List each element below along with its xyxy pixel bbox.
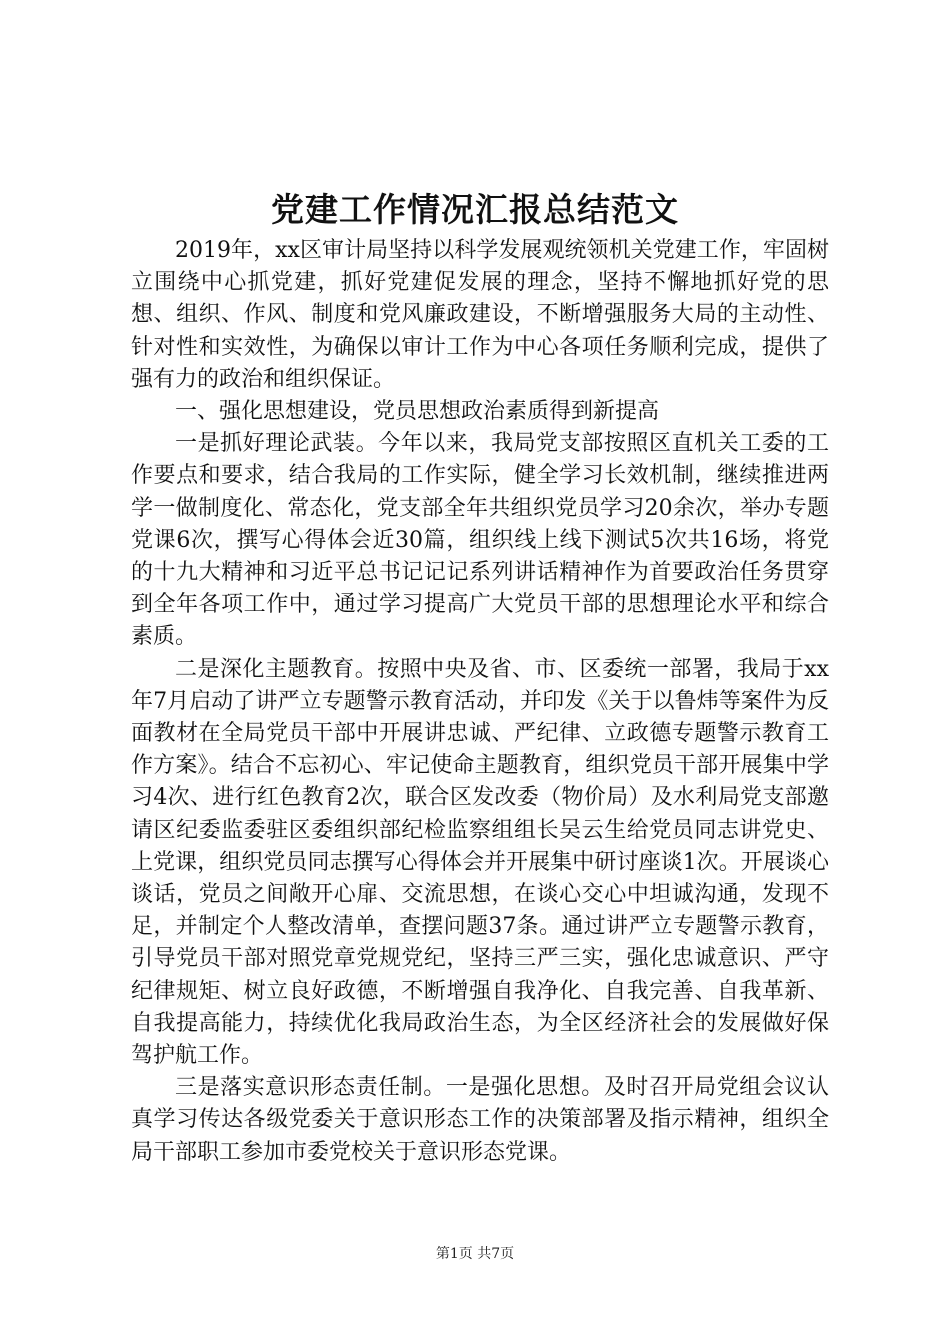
paragraph-education: 二是深化主题教育。按照中央及省、市、区委统一部署，我局于xx年7月启动了讲严立专题警示教育活动，并印发《关于以鲁炜等案件为反面教材在全局党员干部中开展讲忠诚、严纪律、立政德专题警示教育工作方案》。结合不忘初心、牢记使命主题教育，组织党员干部开展集中学习4次、进行红色教育2次，联合区发改委（物价局）及水利局党支部邀请区纪委监委驻区委组织部纪检监察组组长吴云生给党员同志讲党史、上党课，组织党员同志撰写心得体会并开展集中研讨座谈1次。开展谈心谈话，党员之间敞开心扉、交流思想，在谈心交心中坦诚沟通，发现不足，并制定个人整改清单，查摆问题37条。通过讲严立专题警示教育，引导党员干部对照党章党规党纪，坚持三严三实，强化忠诚意识、严守纪律规矩、树立良好政德，不断增强自我净化、自我完善、自我革新、自我提高能力，持续优化我局政治生态，为全区经济社会的发展做好保驾护航工作。 [131, 656, 829, 1069]
page-number-footer: 第1页 共7页 [435, 1246, 515, 1262]
paragraph-intro: 2019年，xx区审计局坚持以科学发展观统领机关党建工作，牢固树立围绕中心抓党建，抓好党建促发展的理念，坚持不懈地抓好党的思想、组织、作风、制度和党风廉政建设，不断增强服务大局的主动性、针对性和实效性，为确保以审计工作为中心各项任务顺利完成，提供了强有力的政治和组织保证。 [131, 238, 829, 392]
paragraph-ideology: 三是落实意识形态责任制。一是强化思想。及时召开局党组会议认真学习传达各级党委关于意识形态工作的决策部署及指示精神，组织全局干部职工参加市委党校关于意识形态党课。 [131, 1075, 829, 1165]
section-heading-1: 一、强化思想建设，党员思想政治素质得到新提高 [175, 399, 660, 425]
paragraph-theory: 一是抓好理论武装。今年以来，我局党支部按照区直机关工委的工作要点和要求，结合我局的工作实际，健全学习长效机制，继续推进两学一做制度化、常态化，党支部全年共组织党员学习20余次，举办专题党课6次，撰写心得体会近30篇，组织线上线下测试5次共16场，将党的十九大精神和习近平总书记记记系列讲话精神作为首要政治任务贯穿到全年各项工作中，通过学习提高广大党员干部的思想理论水平和综合素质。 [131, 431, 829, 650]
document-body [131, 235, 829, 1169]
document-title: 党建工作情况汇报总结范文 [271, 190, 679, 229]
